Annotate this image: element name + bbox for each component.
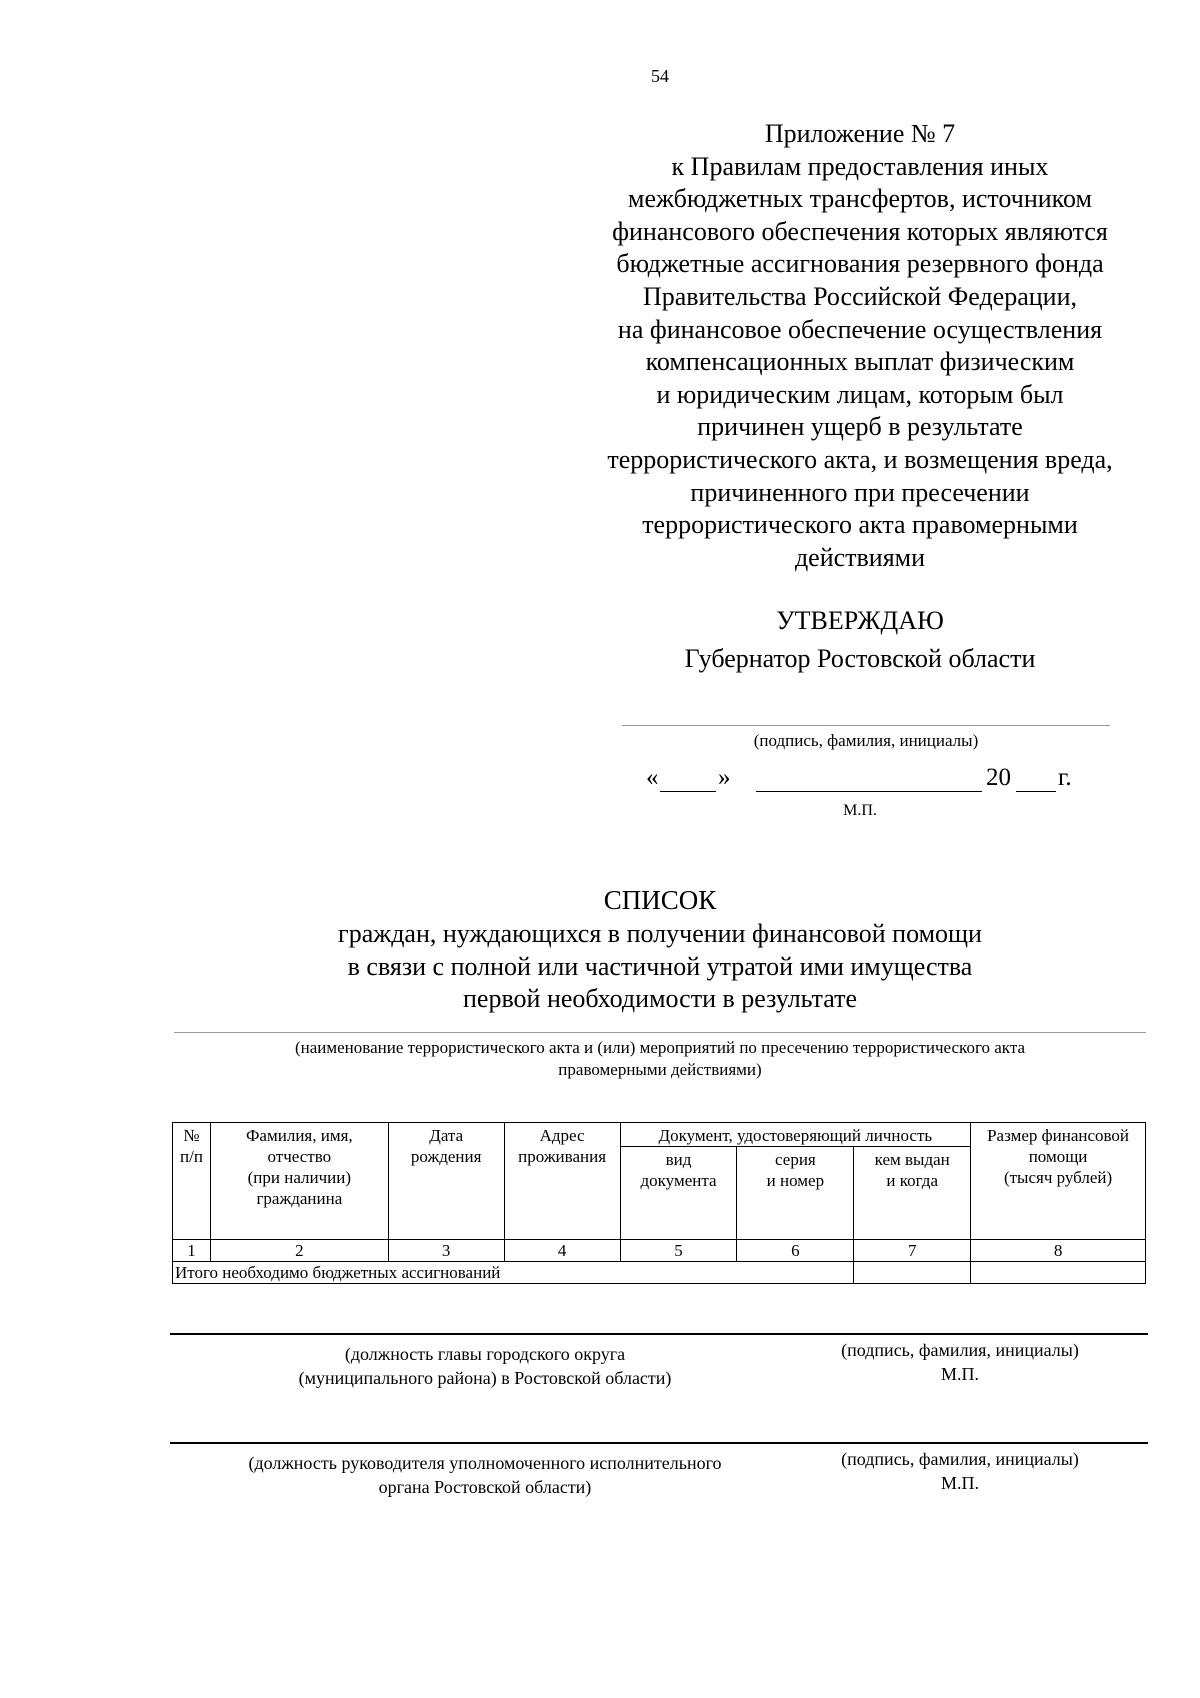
date-month-blank — [756, 791, 982, 792]
list-subtitle-line: в связи с полной или частичной утратой ими имущества — [347, 951, 973, 981]
head-position-caption — [170, 1342, 800, 1390]
signature-line-2 — [170, 1442, 1148, 1444]
total-row — [173, 1262, 1146, 1284]
signature-line-1 — [170, 1333, 1148, 1335]
approver-signature-caption: (подпись, фамилия, инициалы) — [753, 731, 979, 750]
date-day-blank — [660, 791, 716, 792]
date-year-blank — [1016, 791, 1056, 792]
col-header-doc-issued — [854, 1147, 971, 1240]
citizens-table — [172, 1122, 1146, 1284]
col-header-name — [210, 1123, 388, 1240]
col-header-document-group: Документ, удостоверяющий личность — [620, 1123, 971, 1147]
authority-signature-caption — [810, 1447, 1110, 1495]
header-text: отчество — [267, 1147, 332, 1166]
column-number: 6 — [737, 1240, 854, 1262]
appendix-line: компенсационных выплат физическим — [645, 347, 1075, 377]
appendix-line: к Правилам предоставления иных — [671, 151, 1049, 181]
list-subtitle-line: первой необходимости в результате — [463, 984, 857, 1014]
caption-line: (должность руководителя уполномоченного исполнительного — [248, 1453, 722, 1473]
header-text: № — [183, 1126, 200, 1145]
total-amount-cell — [971, 1262, 1146, 1284]
header-text: помощи — [1028, 1147, 1088, 1166]
header-text: проживания — [518, 1147, 607, 1166]
column-number: 2 — [210, 1240, 388, 1262]
column-number: 7 — [854, 1240, 971, 1262]
approver-signature-line — [622, 725, 1110, 726]
header-text: (тысяч рублей) — [1003, 1168, 1113, 1187]
list-subtitle — [160, 918, 1160, 1016]
col-header-birth-date — [388, 1123, 504, 1240]
appendix-line: действиями — [794, 542, 926, 572]
page-number: 54 — [651, 66, 669, 86]
appendix-line: бюджетные ассигнования резервного фонда — [616, 249, 1104, 279]
table-header-row — [173, 1123, 1146, 1147]
header-text: кем выдан — [874, 1150, 950, 1169]
appendix-line: межбюджетных трансфертов, источником — [628, 184, 1092, 214]
date-year-suffix: г. — [1058, 764, 1072, 791]
approval-date-line — [646, 764, 1086, 796]
event-name-caption — [170, 1037, 1150, 1081]
event-caption-line: правомерными действиями) — [558, 1060, 762, 1079]
signature-stamp: М.П. — [940, 1364, 979, 1384]
appendix-line: Правительства Российской Федерации, — [642, 281, 1078, 311]
appendix-line: Приложение № 7 — [764, 119, 956, 148]
appendix-line: и юридическим лицам, которым был — [656, 379, 1064, 409]
column-number-row — [173, 1240, 1146, 1262]
approve-word: УТВЕРЖДАЮ — [776, 606, 944, 635]
column-number: 1 — [173, 1240, 211, 1262]
date-open-quote: « — [646, 764, 659, 791]
column-number: 4 — [504, 1240, 620, 1262]
appendix-line: на финансовое обеспечение осуществления — [617, 314, 1103, 344]
header-text: п/п — [180, 1147, 203, 1166]
appendix-line: финансового обеспечения которых являются — [612, 216, 1108, 246]
total-label: Итого необходимо бюджетных ассигнований — [173, 1262, 854, 1284]
event-caption-line: (наименование террористического акта и (или) мероприятий по пресечению террористического акта — [294, 1038, 1026, 1057]
signature-stamp: М.П. — [940, 1473, 979, 1493]
caption-line: органа Ростовской области) — [378, 1477, 592, 1497]
col-header-amount — [971, 1123, 1146, 1240]
caption-line: (подпись, фамилия, инициалы) — [841, 1340, 1079, 1360]
appendix-header — [570, 118, 1150, 574]
header-text: и когда — [886, 1171, 938, 1190]
header-text: Дата — [429, 1126, 464, 1145]
date-year-prefix: 20 — [986, 764, 1011, 791]
header-text: и номер — [766, 1171, 825, 1190]
column-number: 8 — [971, 1240, 1146, 1262]
caption-line: (подпись, фамилия, инициалы) — [841, 1449, 1079, 1469]
event-name-line — [174, 1032, 1146, 1033]
col-header-address — [504, 1123, 620, 1240]
col-header-doc-series — [737, 1147, 854, 1240]
appendix-line: причинен ущерб в результате — [697, 412, 1023, 442]
header-text: документа — [640, 1171, 717, 1190]
col-header-num — [173, 1123, 211, 1240]
appendix-line: причиненного при пресечении — [690, 477, 1030, 507]
header-text: рождения — [410, 1147, 482, 1166]
authority-position-caption — [170, 1451, 800, 1499]
header-text: Адрес — [539, 1126, 585, 1145]
header-text: Фамилия, имя, — [246, 1126, 353, 1145]
total-cell-empty — [854, 1262, 971, 1284]
header-text: серия — [775, 1150, 816, 1169]
approval-stamp: М.П. — [843, 802, 877, 819]
approver-position: Губернатор Ростовской области — [684, 644, 1036, 673]
date-close-quote: » — [718, 764, 731, 791]
header-text: Размер финансовой — [987, 1126, 1130, 1145]
caption-line: (должность главы городского округа — [344, 1344, 626, 1364]
header-text: (при наличии) — [247, 1168, 352, 1187]
col-header-doc-type — [620, 1147, 737, 1240]
list-subtitle-line: граждан, нуждающихся в получении финансовой помощи — [338, 919, 982, 948]
list-title: СПИСОК — [603, 885, 717, 915]
appendix-line: террористического акта, и возмещения вреда, — [607, 444, 1113, 474]
header-text: гражданина — [256, 1189, 343, 1208]
column-number: 5 — [620, 1240, 737, 1262]
head-signature-caption — [810, 1338, 1110, 1386]
column-number: 3 — [388, 1240, 504, 1262]
header-text: вид — [665, 1150, 692, 1169]
caption-line: (муниципального района) в Ростовской области) — [298, 1368, 672, 1388]
appendix-line: террористического акта правомерными — [642, 510, 1078, 540]
